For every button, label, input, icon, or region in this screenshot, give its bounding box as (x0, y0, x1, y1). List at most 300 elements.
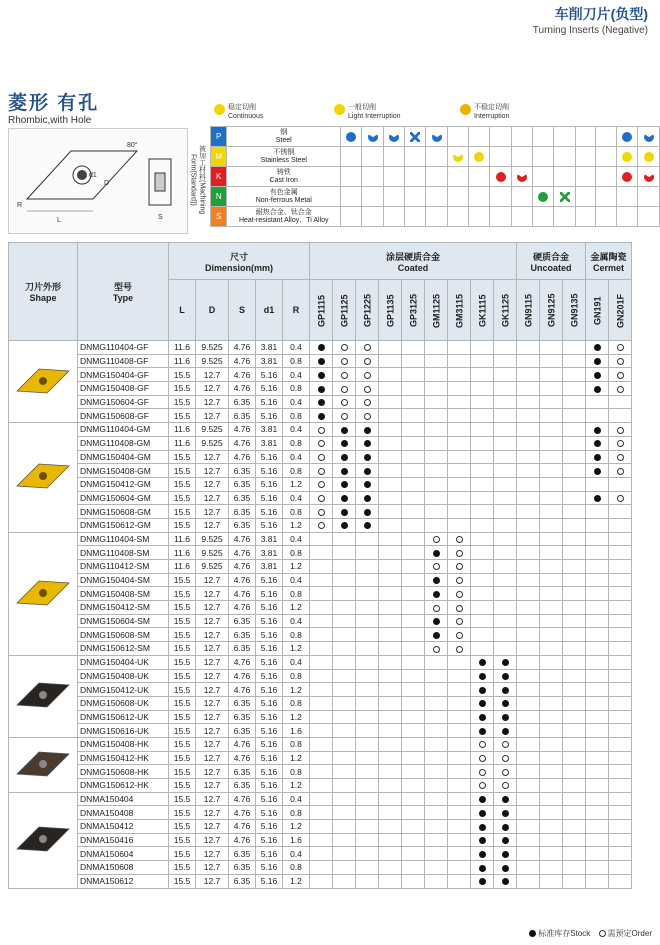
material-cell (511, 167, 532, 187)
dim-value: 12.7 (196, 683, 229, 697)
grade-cell (310, 820, 333, 834)
grade-cell (333, 614, 356, 628)
dim-value: 0.8 (283, 546, 310, 560)
order-icon (318, 454, 325, 461)
dim-value: 6.35 (229, 628, 256, 642)
grade-cell (379, 669, 402, 683)
grade-col-gm3115: GM3115 (448, 280, 471, 341)
stock-icon (594, 372, 601, 379)
col-uncoated-en: Uncoated (530, 262, 572, 273)
grade-cell (425, 601, 448, 615)
dim-value: 15.5 (169, 518, 196, 532)
dim-value: 0.8 (283, 505, 310, 519)
material-cell (533, 207, 554, 227)
grade-cell (609, 806, 632, 820)
grade-cell (609, 724, 632, 738)
material-cell (638, 127, 660, 147)
grade-cell (563, 464, 586, 478)
table-row (9, 696, 632, 710)
grade-cell (379, 573, 402, 587)
grade-cell (540, 341, 563, 355)
grade-cell (471, 765, 494, 779)
grade-cell (379, 601, 402, 615)
material-name-zh: 有色金属 (269, 188, 298, 196)
order-icon (479, 782, 486, 789)
grade-cell (586, 505, 609, 519)
grade-cell (586, 423, 609, 437)
grade-cell (310, 628, 333, 642)
table-row (9, 518, 632, 532)
material-row (211, 147, 660, 167)
material-cell (575, 207, 596, 227)
continuous-icon (622, 152, 632, 162)
light-interruption-icon (432, 132, 442, 142)
material-cell (617, 127, 638, 147)
grade-cell (586, 779, 609, 793)
material-cell (469, 207, 490, 227)
grade-cell (356, 464, 379, 478)
dim-value: 12.7 (196, 628, 229, 642)
grade-cell (540, 354, 563, 368)
grade-cell (310, 423, 333, 437)
material-cell (426, 147, 447, 167)
grade-cell (448, 423, 471, 437)
material-row (211, 127, 660, 147)
grade-cell (471, 696, 494, 710)
dim-value: 4.76 (229, 806, 256, 820)
dim-col-l: L (169, 280, 196, 341)
dim-value: 4.76 (229, 423, 256, 437)
dim-value: 6.35 (229, 477, 256, 491)
dim-value: 4.76 (229, 450, 256, 464)
dim-value: 4.76 (229, 669, 256, 683)
dim-value: 15.5 (169, 833, 196, 847)
grade-cell (586, 806, 609, 820)
grade-cell (379, 751, 402, 765)
stock-icon (479, 837, 486, 844)
grade-cell (448, 614, 471, 628)
stock-icon (479, 728, 486, 735)
insert-type: DNMG150604-SM (78, 614, 169, 628)
grade-cell (310, 354, 333, 368)
dim-value: 0.4 (283, 450, 310, 464)
grade-cell (310, 655, 333, 669)
dim-value: 15.5 (169, 683, 196, 697)
grade-cell (517, 874, 540, 888)
grade-cell (540, 737, 563, 751)
grade-cell (425, 847, 448, 861)
machining-form-label: 被加工材料(Machining Form(Standard)) (189, 145, 206, 215)
table-row (9, 601, 632, 615)
grade-cell (586, 642, 609, 656)
grade-cell (379, 354, 402, 368)
footer-legend (523, 928, 652, 939)
material-name-en: Heat-resistant Alloy、Ti Alloy (238, 216, 329, 224)
grade-cell (471, 341, 494, 355)
grade-cell (356, 395, 379, 409)
grade-cell (402, 477, 425, 491)
grade-cell (563, 477, 586, 491)
grade-cell (494, 696, 517, 710)
dim-value: 4.76 (229, 560, 256, 574)
grade-cell (517, 724, 540, 738)
order-icon (318, 468, 325, 475)
material-cell (447, 147, 468, 167)
material-cell (554, 167, 575, 187)
grade-cell (425, 696, 448, 710)
grade-cell (402, 382, 425, 396)
grade-cell (425, 669, 448, 683)
grade-cell (540, 518, 563, 532)
grade-cell (310, 751, 333, 765)
grade-cell (494, 450, 517, 464)
grade-cell (356, 724, 379, 738)
grade-cell (379, 737, 402, 751)
col-coated-en: Coated (397, 262, 429, 273)
order-icon (318, 522, 325, 529)
grade-col-gm1125: GM1125 (425, 280, 448, 341)
table-row (9, 683, 632, 697)
grade-cell (448, 368, 471, 382)
grade-cell (471, 806, 494, 820)
grade-cell (540, 532, 563, 546)
insert-type: DNMG150404-GF (78, 368, 169, 382)
grade-cell (494, 532, 517, 546)
grade-cell (586, 532, 609, 546)
order-icon (617, 495, 624, 502)
grade-cell (494, 573, 517, 587)
section-title-en: Rhombic,with Hole (8, 115, 92, 126)
grade-cell (356, 560, 379, 574)
legend-interruption (460, 103, 509, 121)
table-row (9, 751, 632, 765)
stock-icon (433, 632, 440, 639)
grade-cell (494, 614, 517, 628)
grade-cell (586, 477, 609, 491)
grade-cell (379, 560, 402, 574)
grade-cell (310, 436, 333, 450)
col-type-zh: 型号 (113, 282, 132, 292)
dim-value: 9.525 (196, 341, 229, 355)
order-icon (599, 930, 606, 937)
material-cell (362, 127, 383, 147)
grade-cell (494, 464, 517, 478)
insert-type: DNMA150604 (78, 847, 169, 861)
material-cell (405, 187, 426, 207)
grade-cell (310, 792, 333, 806)
material-cell (596, 167, 617, 187)
order-icon (433, 563, 440, 570)
grade-cell (379, 806, 402, 820)
dim-value: 1.2 (283, 751, 310, 765)
material-cell (617, 167, 638, 187)
table-row (9, 861, 632, 875)
grade-cell (379, 546, 402, 560)
material-cell (554, 147, 575, 167)
dim-value: 0.8 (283, 436, 310, 450)
grade-cell (333, 382, 356, 396)
grade-cell (494, 751, 517, 765)
dim-value: 15.5 (169, 669, 196, 683)
grade-cell (425, 409, 448, 423)
grade-cell (517, 642, 540, 656)
dim-value: 12.7 (196, 874, 229, 888)
dim-value: 15.5 (169, 806, 196, 820)
dim-value: 4.76 (229, 792, 256, 806)
grade-cell (586, 560, 609, 574)
dim-value: 5.16 (256, 847, 283, 861)
stock-icon (364, 427, 371, 434)
dim-value: 12.7 (196, 710, 229, 724)
order-icon (617, 468, 624, 475)
grade-cell (425, 820, 448, 834)
material-cell (511, 187, 532, 207)
grade-cell (356, 792, 379, 806)
grade-cell (333, 724, 356, 738)
table-row (9, 573, 632, 587)
grade-cell (563, 847, 586, 861)
grade-cell (425, 505, 448, 519)
table-row (9, 560, 632, 574)
insert-type: DNMG150412-GM (78, 477, 169, 491)
grade-cell (471, 724, 494, 738)
grade-cell (425, 464, 448, 478)
material-cell (447, 207, 468, 227)
grade-cell (402, 614, 425, 628)
col-uncoated (517, 243, 586, 280)
grade-cell (494, 409, 517, 423)
grade-cell (425, 642, 448, 656)
grade-cell (448, 669, 471, 683)
grade-cell (310, 806, 333, 820)
order-icon (617, 372, 624, 379)
grade-cell (609, 792, 632, 806)
dim-value: 12.7 (196, 505, 229, 519)
grade-cell (471, 833, 494, 847)
material-name-en: Stainless Steel (260, 156, 307, 164)
order-icon (364, 399, 371, 406)
stock-icon (433, 591, 440, 598)
dim-label-S: S (158, 214, 163, 221)
grade-cell (310, 395, 333, 409)
insert-drawing (8, 128, 188, 234)
light-interruption-icon (368, 132, 378, 142)
dim-value: 15.5 (169, 861, 196, 875)
dim-value: 5.16 (256, 518, 283, 532)
order-icon (502, 755, 509, 762)
grade-cell (379, 477, 402, 491)
grade-cell (310, 341, 333, 355)
grade-cell (540, 779, 563, 793)
grade-cell (563, 710, 586, 724)
grade-cell (609, 532, 632, 546)
order-icon (433, 536, 440, 543)
grade-cell (471, 573, 494, 587)
col-dim-en: Dimension(mm) (204, 262, 273, 273)
grade-cell (448, 847, 471, 861)
grade-cell (494, 354, 517, 368)
grade-cell (471, 710, 494, 724)
grade-cell (425, 341, 448, 355)
grade-cell (517, 710, 540, 724)
grade-cell (333, 368, 356, 382)
insert-type: DNMG150404-GM (78, 450, 169, 464)
grade-cell (586, 587, 609, 601)
grade-cell (333, 861, 356, 875)
grade-cell (586, 833, 609, 847)
grade-cell (609, 765, 632, 779)
grade-cell (448, 765, 471, 779)
grade-cell (494, 546, 517, 560)
legend-light-zh: 一般切削 (348, 104, 376, 111)
continuous-icon (346, 132, 356, 142)
grade-cell (471, 395, 494, 409)
grade-cell (356, 683, 379, 697)
grade-cell (425, 368, 448, 382)
interruption-icon (560, 192, 570, 202)
grade-cell (517, 395, 540, 409)
grade-cell (586, 765, 609, 779)
continuous-icon (644, 152, 654, 162)
grade-cell (448, 382, 471, 396)
grade-cell (540, 847, 563, 861)
grade-cell (609, 450, 632, 464)
grade-cell (494, 341, 517, 355)
dim-value: 6.35 (229, 724, 256, 738)
grade-cell (563, 573, 586, 587)
light-interruption-icon (644, 172, 654, 182)
grade-cell (310, 491, 333, 505)
grade-cell (517, 477, 540, 491)
dim-value: 5.16 (256, 395, 283, 409)
grade-cell (540, 560, 563, 574)
grade-cell (609, 779, 632, 793)
grade-cell (425, 765, 448, 779)
grade-cell (333, 450, 356, 464)
insert-type: DNMA150612 (78, 874, 169, 888)
grade-cell (517, 450, 540, 464)
material-cell (554, 127, 575, 147)
stock-icon (502, 865, 509, 872)
material-cell (383, 127, 404, 147)
grade-cell (494, 737, 517, 751)
dim-value: 0.8 (283, 861, 310, 875)
material-cell (596, 147, 617, 167)
dim-value: 12.7 (196, 450, 229, 464)
grade-cell (609, 847, 632, 861)
dim-value: 12.7 (196, 395, 229, 409)
grade-cell (494, 847, 517, 861)
dim-value: 15.5 (169, 601, 196, 615)
stock-icon (502, 673, 509, 680)
grade-cell (563, 792, 586, 806)
material-name-zh: 钢 (280, 128, 288, 136)
grade-cell (540, 382, 563, 396)
dim-value: 5.16 (256, 683, 283, 697)
dim-value: 11.6 (169, 436, 196, 450)
grade-cell (448, 792, 471, 806)
grade-cell (379, 436, 402, 450)
grade-cell (517, 505, 540, 519)
rhombic-insert-icon (13, 744, 73, 784)
continuous-icon (474, 152, 484, 162)
grade-cell (402, 587, 425, 601)
dim-value: 12.7 (196, 477, 229, 491)
material-name (227, 147, 341, 167)
grade-cell (310, 560, 333, 574)
grade-cell (517, 806, 540, 820)
dim-value: 15.5 (169, 642, 196, 656)
material-cell (533, 147, 554, 167)
grade-cell (609, 669, 632, 683)
footer-order: 需预定Order (607, 929, 652, 938)
material-code: S (211, 207, 227, 227)
grade-cell (494, 601, 517, 615)
insert-type: DNMG110404-GM (78, 423, 169, 437)
grade-col-gk1115: GK1115 (471, 280, 494, 341)
grade-cell (540, 395, 563, 409)
col-cermet-en: Cermet (592, 262, 624, 273)
grade-cell (517, 614, 540, 628)
grade-cell (540, 669, 563, 683)
dim-value: 0.8 (283, 354, 310, 368)
grade-cell (494, 806, 517, 820)
grade-cell (310, 642, 333, 656)
dim-value: 15.5 (169, 737, 196, 751)
stock-icon (594, 454, 601, 461)
material-name (227, 127, 341, 147)
grade-cell (471, 560, 494, 574)
insert-type: DNMG150404-SM (78, 573, 169, 587)
grade-cell (402, 765, 425, 779)
col-cermet (586, 243, 632, 280)
dim-value: 12.7 (196, 464, 229, 478)
dim-value: 6.35 (229, 395, 256, 409)
grade-cell (402, 683, 425, 697)
dim-value: 6.35 (229, 847, 256, 861)
stock-icon (479, 865, 486, 872)
grade-cell (425, 546, 448, 560)
table-row (9, 724, 632, 738)
dim-value: 9.525 (196, 354, 229, 368)
grade-cell (586, 737, 609, 751)
material-cell (638, 207, 660, 227)
insert-type: DNMG110404-SM (78, 532, 169, 546)
dim-value: 9.525 (196, 423, 229, 437)
dim-value: 5.16 (256, 737, 283, 751)
grade-cell (448, 409, 471, 423)
grade-cell (563, 655, 586, 669)
grade-cell (586, 546, 609, 560)
grade-cell (471, 847, 494, 861)
grade-cell (586, 436, 609, 450)
grade-cell (333, 546, 356, 560)
grade-cell (356, 491, 379, 505)
material-cell (341, 167, 362, 187)
grade-cell (563, 382, 586, 396)
dim-value: 5.16 (256, 765, 283, 779)
insert-type: DNMG150608-GM (78, 505, 169, 519)
material-cell (638, 167, 660, 187)
grade-cell (609, 341, 632, 355)
dim-value: 15.5 (169, 614, 196, 628)
grade-cell (609, 368, 632, 382)
section-title (8, 88, 338, 124)
grade-cell (517, 464, 540, 478)
dim-value: 1.2 (283, 710, 310, 724)
grade-cell (402, 368, 425, 382)
grade-cell (540, 861, 563, 875)
